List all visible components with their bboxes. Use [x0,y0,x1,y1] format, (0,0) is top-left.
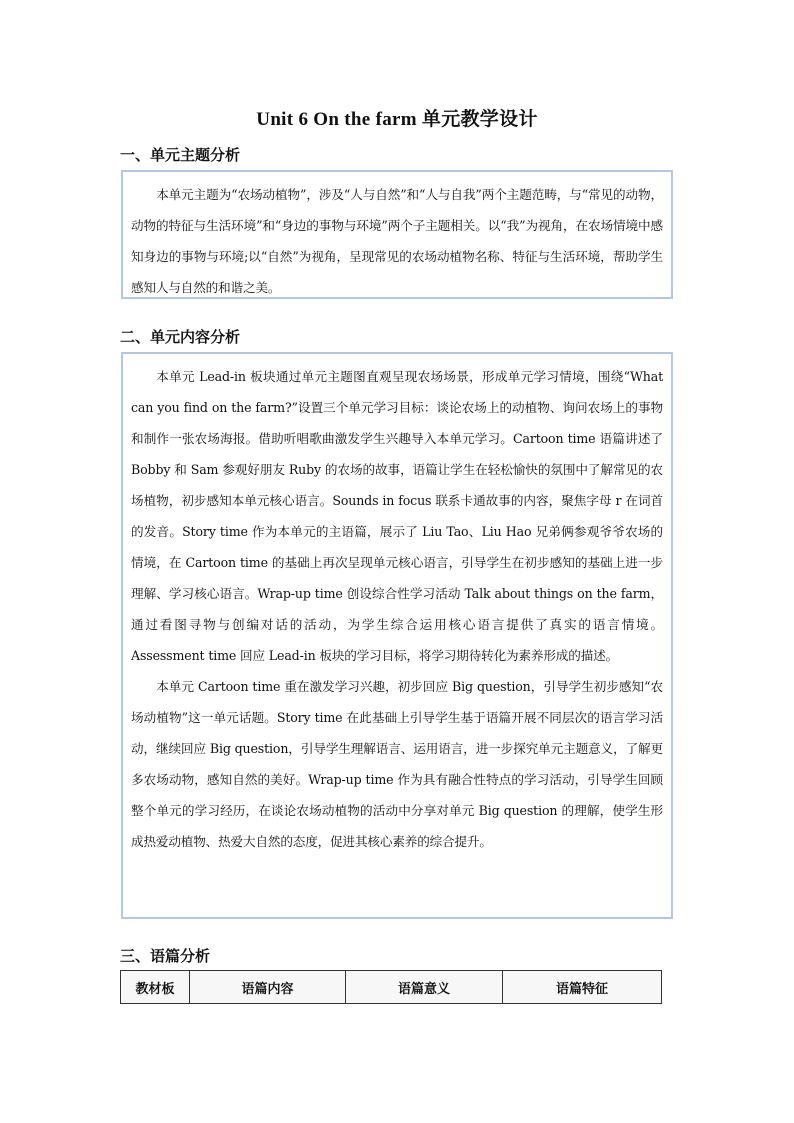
section-heading-content-analysis: 二、单元内容分析 [120,328,241,346]
section-heading-theme-analysis: 一、单元主题分析 [120,146,241,164]
text-analysis-table [120,970,662,1004]
theme-analysis-paragraph: 本单元主题为“农场动植物”，涉及“人与自然”和“人与自我”两个主题范畴，与“常见的动物，动物的特征与生活环境”和“身边的事物与环境”两个子主题相关。以“我”为视角，在农场情境中感知身边的事物与环境;以“自然”为视角，呈现常见的农场动植物名称、特征与生活环境，帮助学生感知人与自然的和谐之美。 [131,187,663,295]
table-header-cell: 语篇意义 [346,971,503,1004]
content-analysis-paragraph-1: 本单元 Lead-in 板块通过单元主题图直观呈现农场场景，形成单元学习情境，围绕“What can you find on the farm?”设置三个单元学习目标：谈论农场上的动植物、询问农场上的事物和制作一张农场海报。借助听唱歌曲激发学生兴趣导入本单元学习。Cartoon time 语篇讲述了 Bobby 和 Sam 参观好朋友 Ruby 的农场的故事，语篇让学生在轻松愉快的氛围中了解常见的农场植物，初步感知本单元核心语言。Sounds in focus 联系卡通故事的内容，聚焦字母 r 在词首的发音。Story time 作为本单元的主语篇，展示了 Liu Tao、Liu Hao 兄弟俩参观爷爷农场的情境，在 Cartoon time 的基础上再次呈现单元核心语言，引导学生在初步感知的基础上进一步理解、学习核心语言。Wrap-up time 创设综合性学习活动 Talk about things on the farm，通过看图寻物与创编对话的活动，为学生综合运用核心语言提供了真实的语言情境。Assessment time 回应 Lead-in 板块的学习目标，将学习期待转化为素养形成的描述。 [131,369,663,663]
theme-analysis-box [121,170,673,299]
content-analysis-box [121,352,673,919]
section-heading-text-analysis: 三、语篇分析 [120,947,211,965]
table-header-row [121,971,662,1004]
content-analysis-paragraph-2: 本单元 Cartoon time 重在激发学习兴趣，初步回应 Big question，引导学生初步感知“农场动植物”这一单元话题。Story time 在此基础上引导学生基于语篇开展不同层次的语言学习活动，继续回应 Big question，引导学生理解语言、运用语言，进一步探究单元主题意义，了解更多农场动物，感知自然的美好。Wrap-up time 作为具有融合性特点的学习活动，引导学生回顾整个单元的学习经历，在谈论农场动植物的活动中分享对单元 Big question 的理解，使学生形成热爱动植物、热爱大自然的态度，促进其核心素养的综合提升。 [131,679,663,849]
document-title: Unit 6 On the farm 单元教学设计 [256,109,538,130]
table-header-cell: 语篇内容 [190,971,346,1004]
table-header-cell: 教材板 [121,971,190,1004]
table-header-cell: 语篇特征 [503,971,662,1004]
